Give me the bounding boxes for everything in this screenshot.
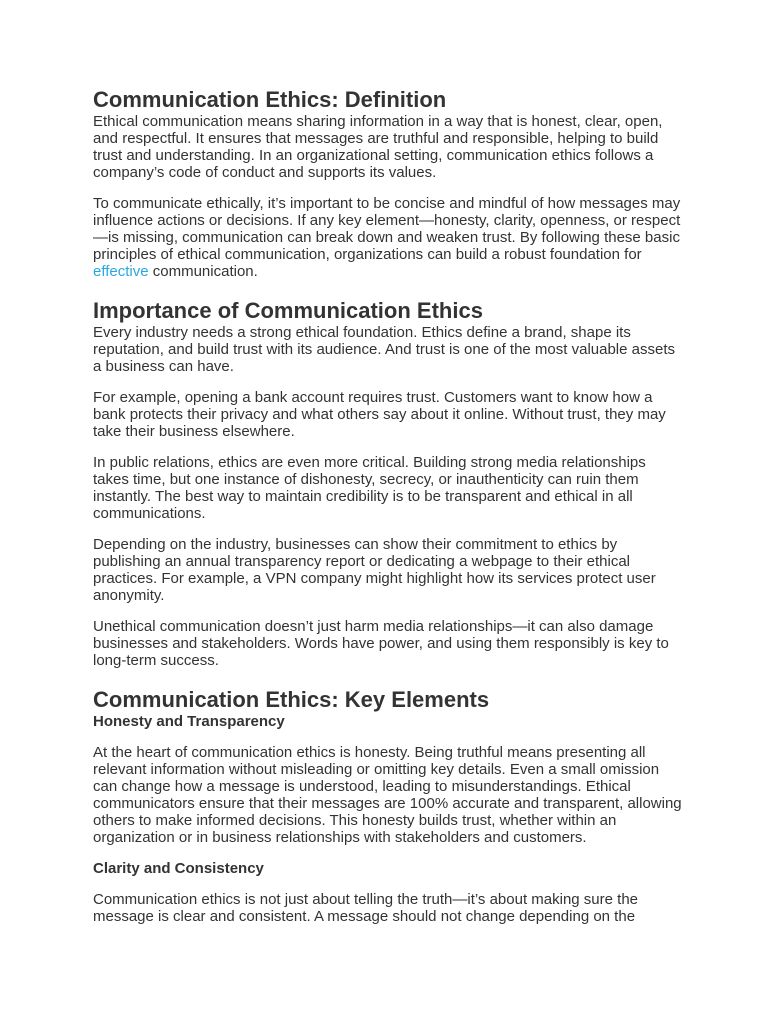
paragraph-text: communication. [148,263,258,280]
paragraph: Every industry needs a strong ethical foundation. Ethics define a brand, shape its reputation, and build trust with its audience. And trust is one of the most valuable assets a business can have. [93,324,676,375]
paragraph-with-link [93,195,683,280]
paragraph: At the heart of communication ethics is honesty. Being truthful means presenting all relevant information without misleading or omitting key details. Even a small omission can change how a message is understood, leading to misunderstandings. Ethical communicators ensure that their messages are 100% accurate and transparent, allowing others to make informed decisions. This honesty builds trust, whether within an organization or in business relationships with stakeholders and customers. [93,744,682,846]
paragraph-text: To communicate ethically, it’s important to be concise and mindful of how messages may influence actions or decisions. If any key element—honesty, clarity, openness, or respect—is missing, communication can break down and weaken trust. By following these basic principles of ethical communication, organizations can build a robust foundation for [93,195,681,263]
section-heading-importance: Importance of Communication Ethics [93,298,483,323]
paragraph: Depending on the industry, businesses can show their commitment to ethics by publishing an annual transparency report or dedicating a webpage to their ethical practices. For example, a VPN company might highlight how its services protect user anonymity. [93,536,656,604]
subheading-clarity: Clarity and Consistency [93,860,264,877]
section-heading-definition: Communication Ethics: Definition [93,87,447,112]
paragraph: Unethical communication doesn’t just harm media relationships—it can also damage businesses and stakeholders. Words have power, and using them responsibly is key to long-term success. [93,618,669,669]
paragraph: Communication ethics is not just about telling the truth—it’s about making sure the message is clear and consistent. A message should not change depending on the [93,891,639,925]
paragraph: In public relations, ethics are even more critical. Building strong media relationships takes time, but one instance of dishonesty, secrecy, or inauthenticity can ruin them instantly. The best way to maintain credibility is to be transparent and ethical in all communications. [93,454,646,522]
paragraph: For example, opening a bank account requires trust. Customers want to know how a bank protects their privacy and what others say about it online. Without trust, they may take their business elsewhere. [93,389,666,440]
document-page [93,86,683,925]
effective-link[interactable]: effective [93,263,149,280]
paragraph: Ethical communication means sharing information in a way that is honest, clear, open, and respectful. It ensures that messages are truthful and responsible, helping to build trust and understanding. In an organizational setting, communication ethics follows a company’s code of conduct and supports its values. [93,113,663,181]
subheading-honesty: Honesty and Transparency [93,713,285,730]
section-heading-key-elements: Communication Ethics: Key Elements [93,687,490,712]
